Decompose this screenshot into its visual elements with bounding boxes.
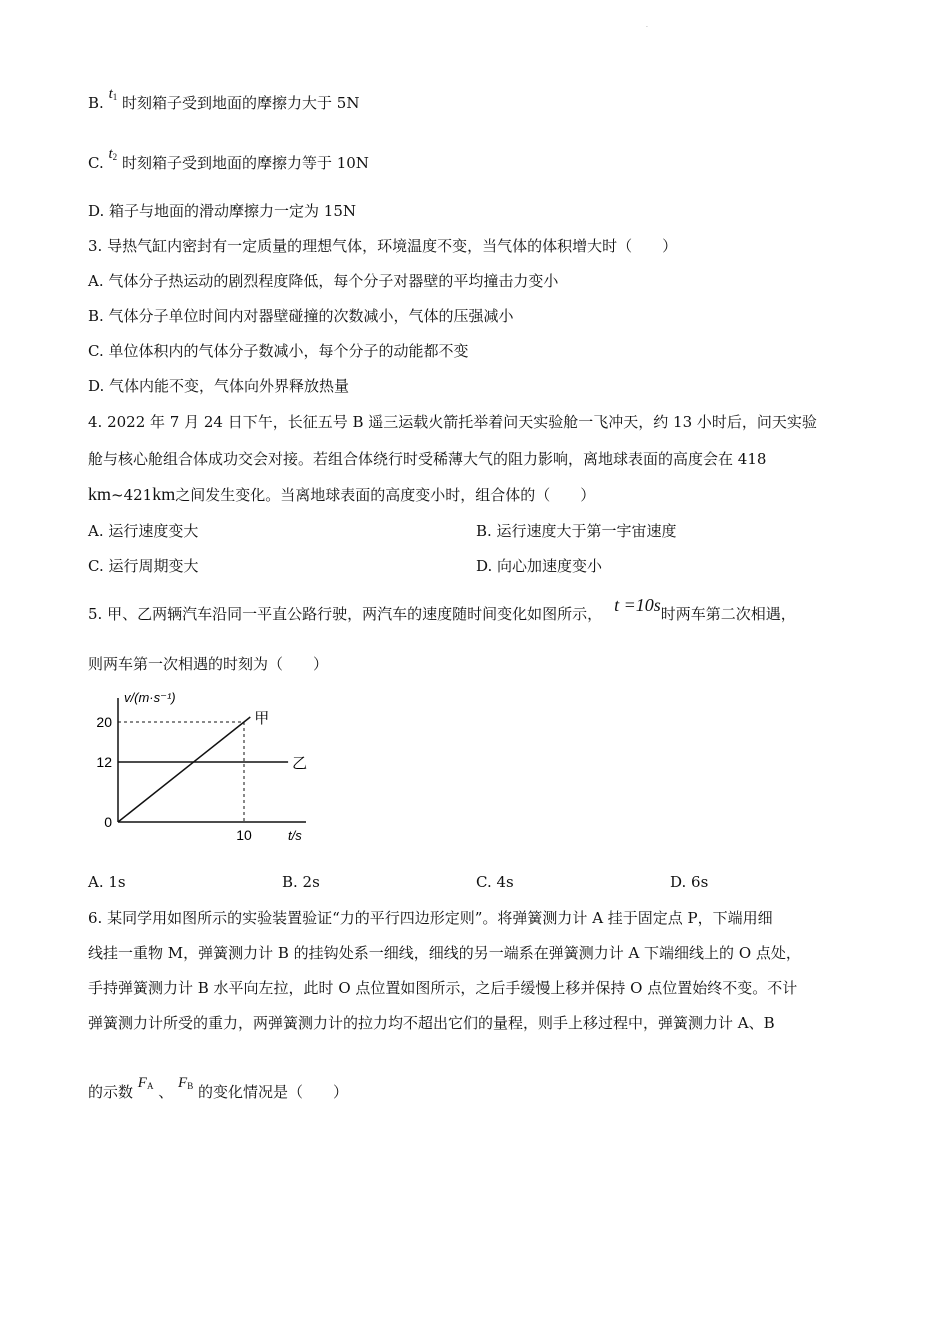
q3-option-a: A. 气体分子热运动的剧烈程度降低，每个分子对器壁的平均撞击力变小 <box>88 272 559 290</box>
q3-option-d: D. 气体内能不变，气体向外界释放热量 <box>88 377 350 395</box>
q4-option-d: D. 向心加速度变小 <box>476 557 603 575</box>
q6-line-5 <box>88 1075 349 1106</box>
series-label-jia: 甲 <box>254 710 270 727</box>
y-axis-label: v/(m·s⁻¹) <box>124 690 176 705</box>
q6-line-4: 弹簧测力计所受的重力，两弹簧测力计的拉力均不超出它们的量程，则手上移过程中，弹簧测力计 A、B <box>88 1014 775 1032</box>
q6-line-3: 手持弹簧测力计 B 水平向左拉，此时 O 点位置如图所示，之后手缓慢上移并保持 O 点位置始终不变。不计 <box>88 979 798 997</box>
q5-line-1-end: 时两车第二次相遇， <box>660 605 796 623</box>
q5-line-1-text: 5. 甲、乙两辆汽车沿同一平直公路行驶，两汽车的速度随时间变化如图所示， <box>88 605 603 623</box>
t2-var: $t_2$ <box>108 146 118 162</box>
y-tick-label: 0 <box>104 814 112 830</box>
q6-line-5-pre: 的示数 <box>88 1083 134 1101</box>
option-text: 时刻箱子受到地面的摩擦力等于 10N <box>121 154 369 172</box>
q2-option-b <box>88 86 360 117</box>
series-line-jia <box>118 717 250 822</box>
separator: 、 <box>158 1083 174 1101</box>
velocity-time-chart <box>88 686 318 846</box>
fa-var: $F_A$ <box>137 1075 154 1091</box>
t1-var: $t_1$ <box>108 86 118 102</box>
q5-option-c: C. 4s <box>476 873 514 891</box>
q4-line-1: 4. 2022 年 7 月 24 日下午，长征五号 B 遥三运载火箭托举着问天实验舱一飞冲天，约 13 小时后，问天实验 <box>88 413 817 431</box>
q4-option-c: C. 运行周期变大 <box>88 557 199 575</box>
q2-option-d: D. 箱子与地面的滑动摩擦力一定为 15N <box>88 202 357 220</box>
q5-option-d: D. 6s <box>670 873 709 891</box>
q5-option-b: B. 2s <box>282 873 320 891</box>
q5-line-2: 则两车第一次相遇的时刻为（ ） <box>88 655 329 673</box>
q3-option-c: C. 单位体积内的气体分子数减小，每个分子的动能都不变 <box>88 342 469 360</box>
km-unit: km <box>152 484 176 504</box>
km-unit: km <box>88 484 112 504</box>
option-letter: C. <box>88 154 104 172</box>
y-tick-label: 12 <box>96 754 112 770</box>
q2-option-c <box>88 146 369 177</box>
t-equation: t =10s <box>614 595 661 615</box>
q4-line-3-rest: 之间发生变化。当离地球表面的高度变小时，组合体的（ ） <box>175 486 596 504</box>
fb-var: $F_B$ <box>178 1075 194 1091</box>
q3-option-b: B. 气体分子单位时间内对器壁碰撞的次数减小，气体的压强减小 <box>88 307 514 325</box>
q6-line-1: 6. 某同学用如图所示的实验装置验证“力的平行四边形定则”。将弹簧测力计 A 挂于固定点 P，下端用细 <box>88 909 773 927</box>
option-text: 时刻箱子受到地面的摩擦力大于 5N <box>122 94 360 112</box>
q5-option-a: A. 1s <box>88 873 126 891</box>
q4-line-2: 舱与核心舱组合体成功交会对接。若组合体绕行时受稀薄大气的阻力影响，离地球表面的高度会在 418 <box>88 450 767 468</box>
q6-line-5-post: 的变化情况是（ ） <box>198 1083 349 1101</box>
x-tick-label: 10 <box>236 827 252 843</box>
header-dot: . <box>646 22 648 29</box>
option-letter: B. <box>88 94 104 112</box>
y-tick-label: 20 <box>96 714 112 730</box>
q3-stem: 3. 导热气缸内密封有一定质量的理想气体，环境温度不变，当气体的体积增大时（ ） <box>88 237 678 255</box>
x-axis-label: t/s <box>288 828 302 843</box>
q4-option-b: B. 运行速度大于第一宇宙速度 <box>476 522 677 540</box>
q4-line-3 <box>88 484 595 505</box>
range-mid: ~421 <box>111 486 153 504</box>
q4-option-a: A. 运行速度变大 <box>88 522 199 540</box>
q6-line-2: 线挂一重物 M，弹簧测力计 B 的挂钩处系一细线，细线的另一端系在弹簧测力计 A 下端细线上的 O 点处， <box>88 944 801 962</box>
q5-line-1 <box>88 595 796 624</box>
series-label-yi: 乙 <box>292 755 308 772</box>
